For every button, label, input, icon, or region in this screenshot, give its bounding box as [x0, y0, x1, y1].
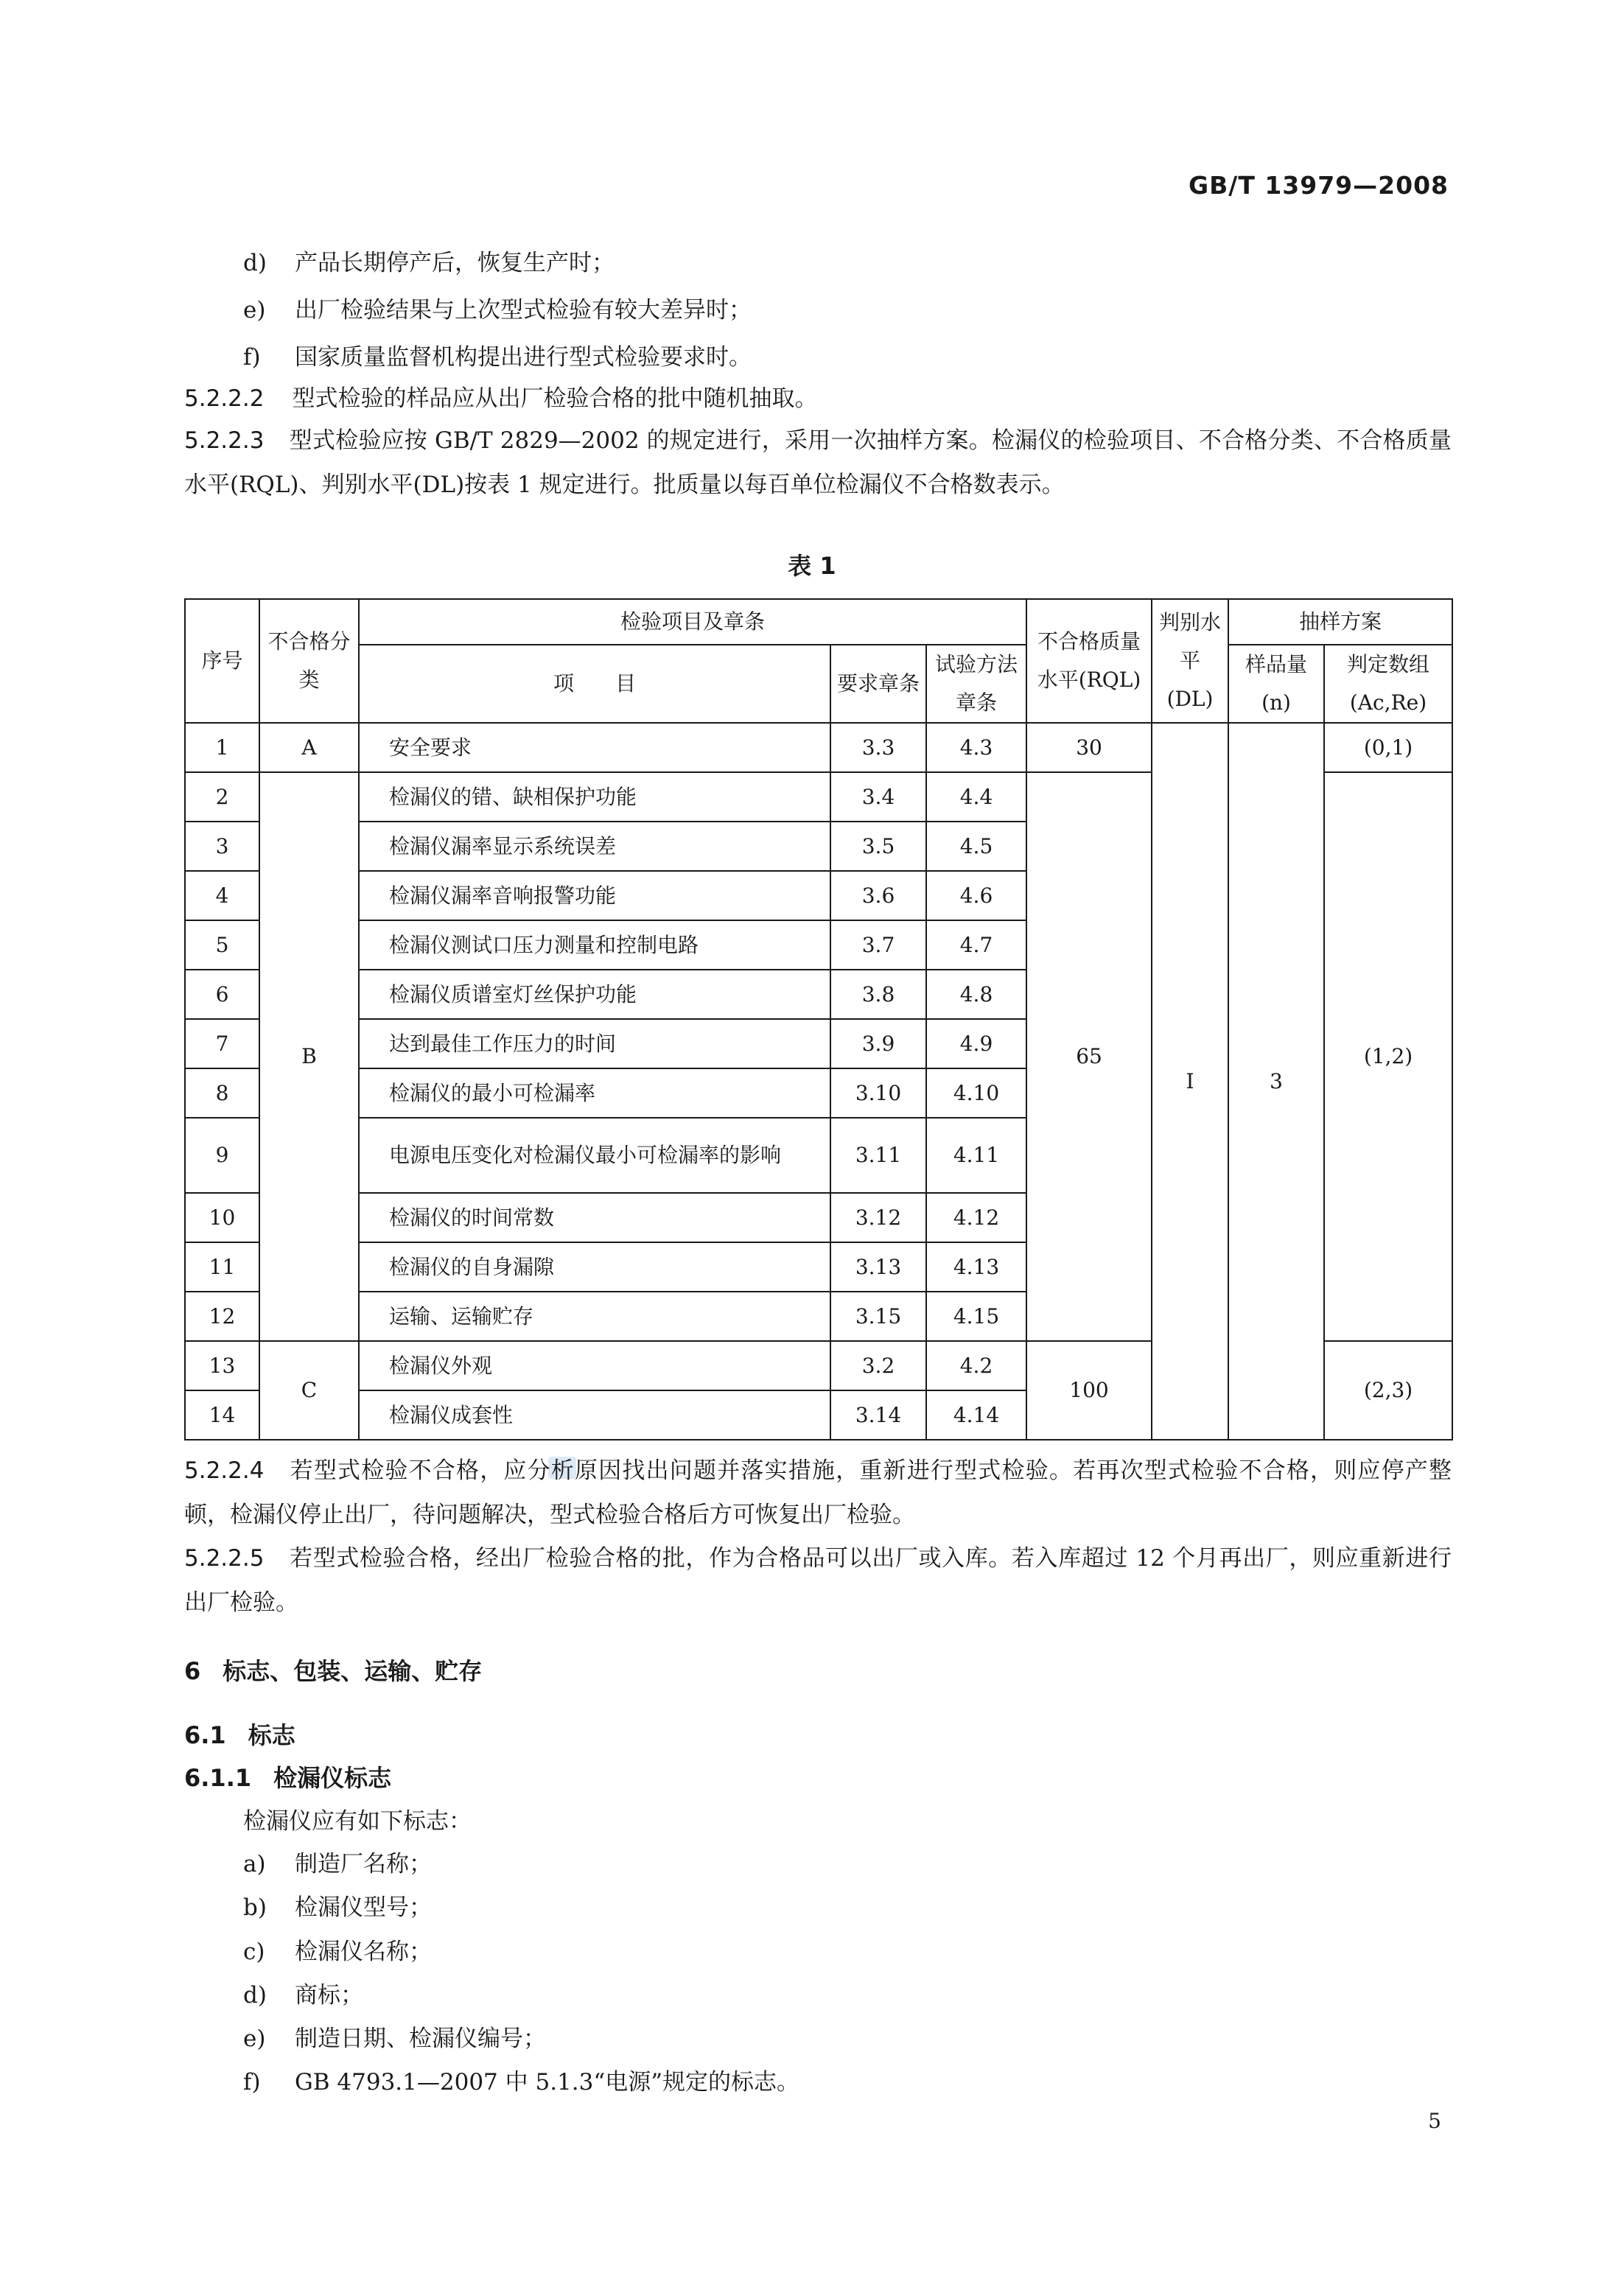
cell-item: 检漏仪漏率显示系统误差 [359, 822, 830, 871]
cell-rql-c: 100 [1026, 1341, 1152, 1440]
header-rql: 不合格质量水平(RQL) [1026, 599, 1152, 723]
list-item [243, 2015, 546, 2062]
clause-5-2-2-3 [184, 419, 1452, 507]
list-item [243, 1928, 432, 1975]
cell-judge-b: (1,2) [1324, 772, 1452, 1341]
section-title: 标志、包装、运输、贮存 [223, 1657, 483, 1685]
clause-text: 若型式检验合格，经出厂检验合格的批，作为合格品可以出厂或入库。若入库超过 12 个月再出厂，则应重新进行出厂检验。 [184, 1545, 1452, 1616]
cell-item: 检漏仪的最小可检漏率 [359, 1068, 830, 1118]
cell-seq: 3 [185, 822, 259, 871]
cell-item: 电源电压变化对检漏仪最小可检漏率的影响 [359, 1118, 830, 1193]
cell-seq: 13 [185, 1341, 259, 1390]
clause-number: 5.2.2.2 [184, 385, 265, 412]
cell-item: 检漏仪外观 [359, 1341, 830, 1390]
cell-seq: 11 [185, 1242, 259, 1292]
clause-text: 型式检验应按 GB/T 2829—2002 的规定进行，采用一次抽样方案。检漏仪的检验项目、不合格分类、不合格质量水平(RQL)、判别水平(DL)按表 1 规定进行。批质量以每百单位检漏仪不合格数表示。 [184, 427, 1452, 498]
clause-5-2-2-4 [184, 1449, 1452, 1537]
section-6-heading [184, 1648, 482, 1695]
cell-category-a: A [259, 723, 359, 772]
list-item-letter: f) [243, 2069, 261, 2096]
page-number: 5 [1428, 2109, 1441, 2133]
cell-req: 3.3 [830, 723, 926, 772]
cell-req: 3.11 [830, 1118, 926, 1193]
section-number: 6.1.1 [184, 1764, 252, 1792]
cell-req: 3.14 [830, 1390, 926, 1440]
cell-seq: 9 [185, 1118, 259, 1193]
section-number: 6.1 [184, 1721, 226, 1749]
list-item [243, 1841, 432, 1888]
cell-seq: 4 [185, 871, 259, 920]
clause-text: 若型式检验不合格，应分析原因找出问题并落实措施，重新进行型式检验。若再次型式检验不合格，则应停产整顿，检漏仪停止出厂，待问题解决，型式检验合格后方可恢复出厂检验。 [184, 1457, 1452, 1528]
cell-test: 4.9 [926, 1019, 1026, 1068]
cell-item: 检漏仪的时间常数 [359, 1193, 830, 1242]
cell-judge-c: (2,3) [1324, 1341, 1452, 1440]
cell-category-b: B [259, 772, 359, 1341]
cell-test: 4.7 [926, 920, 1026, 970]
list-item-text: GB 4793.1—2007 中 5.1.3“电源”规定的标志。 [295, 2069, 800, 2096]
list-item-letter: b) [243, 1894, 267, 1921]
cell-sample-size: 3 [1228, 723, 1324, 1440]
list-item-text: 出厂检验结果与上次型式检验有较大差异时； [295, 297, 752, 323]
cell-item: 检漏仪的自身漏隙 [359, 1242, 830, 1292]
cell-seq: 1 [185, 723, 259, 772]
table-row [185, 723, 1452, 772]
cell-req: 3.15 [830, 1292, 926, 1341]
cell-item: 达到最佳工作压力的时间 [359, 1019, 830, 1068]
cell-rql-a: 30 [1026, 723, 1152, 772]
list-item-text: 国家质量监督机构提出进行型式检验要求时。 [295, 344, 752, 371]
cell-test: 4.15 [926, 1292, 1026, 1341]
cell-seq: 2 [185, 772, 259, 822]
cell-test: 4.14 [926, 1390, 1026, 1440]
cell-req: 3.13 [830, 1242, 926, 1292]
cell-seq: 5 [185, 920, 259, 970]
list-item [243, 334, 752, 381]
list-item-letter: e) [243, 2026, 266, 2052]
header-group: 检验项目及章条 [359, 599, 1026, 645]
section-title: 标志 [248, 1721, 295, 1749]
header-seq: 序号 [185, 599, 259, 723]
cell-req: 3.2 [830, 1341, 926, 1390]
list-item-letter: a) [243, 1851, 266, 1877]
cell-test: 4.2 [926, 1341, 1026, 1390]
cell-req: 3.4 [830, 772, 926, 822]
section-6-1-1-heading [184, 1754, 391, 1802]
cell-test: 4.10 [926, 1068, 1026, 1118]
cell-test: 4.4 [926, 772, 1026, 822]
cell-dl: Ⅰ [1152, 723, 1228, 1440]
cell-test: 4.13 [926, 1242, 1026, 1292]
cell-item: 检漏仪测试口压力测量和控制电路 [359, 920, 830, 970]
cell-test: 4.12 [926, 1193, 1026, 1242]
cell-test: 4.5 [926, 822, 1026, 871]
list-item-text: 制造厂名称； [295, 1851, 432, 1877]
cell-judge-a: (0,1) [1324, 723, 1452, 772]
list-item-text: 检漏仪型号； [295, 1894, 432, 1921]
clause-number: 5.2.2.3 [184, 427, 265, 454]
cell-test: 4.6 [926, 871, 1026, 920]
marks-intro: 检漏仪应有如下标志： [243, 1808, 472, 1835]
header-item: 项 目 [359, 645, 830, 723]
clause-text: 型式检验的样品应从出厂检验合格的批中随机抽取。 [292, 385, 818, 412]
clause-number: 5.2.2.5 [184, 1545, 265, 1572]
cell-item: 检漏仪质谱室灯丝保护功能 [359, 970, 830, 1019]
header-req: 要求章条 [830, 645, 926, 723]
cell-req: 3.9 [830, 1019, 926, 1068]
cell-seq: 6 [185, 970, 259, 1019]
header-sample-size: 样品量(n) [1228, 645, 1324, 723]
list-item-text: 检漏仪名称； [295, 1939, 432, 1965]
list-item-letter: d) [243, 1982, 267, 2009]
clause-number: 5.2.2.4 [184, 1457, 265, 1484]
table-title: 表 1 [788, 552, 836, 580]
cell-test: 4.8 [926, 970, 1026, 1019]
inspection-table [184, 598, 1453, 1440]
cell-item: 检漏仪的错、缺相保护功能 [359, 772, 830, 822]
cell-rql-b: 65 [1026, 772, 1152, 1341]
clause-5-2-2-5 [184, 1536, 1452, 1625]
cell-item: 检漏仪成套性 [359, 1390, 830, 1440]
clause-5-2-2-2 [184, 375, 817, 422]
cell-item: 安全要求 [359, 723, 830, 772]
header-dl: 判别水平(DL) [1152, 599, 1228, 723]
section-number: 6 [184, 1657, 201, 1685]
cell-seq: 14 [185, 1390, 259, 1440]
list-item-letter: f) [243, 344, 261, 371]
document-code: GB/T 13979—2008 [1189, 171, 1449, 200]
list-item-text: 产品长期停产后，恢复生产时； [295, 250, 615, 276]
section-title: 检漏仪标志 [273, 1764, 392, 1792]
list-item [243, 2059, 799, 2106]
list-item [243, 1884, 432, 1931]
header-sampling: 抽样方案 [1228, 599, 1452, 645]
list-item-letter: e) [243, 297, 266, 323]
cell-test: 4.11 [926, 1118, 1026, 1193]
list-item-letter: c) [243, 1939, 265, 1965]
cell-req: 3.12 [830, 1193, 926, 1242]
cell-req: 3.7 [830, 920, 926, 970]
cell-seq: 12 [185, 1292, 259, 1341]
cell-test: 4.3 [926, 723, 1026, 772]
cell-item: 运输、运输贮存 [359, 1292, 830, 1341]
cell-item: 检漏仪漏率音响报警功能 [359, 871, 830, 920]
header-judge: 判定数组(Ac,Re) [1324, 645, 1452, 723]
cell-req: 3.5 [830, 822, 926, 871]
cell-req: 3.10 [830, 1068, 926, 1118]
cell-category-c: C [259, 1341, 359, 1440]
cell-seq: 8 [185, 1068, 259, 1118]
list-item-letter: d) [243, 250, 267, 276]
list-item-text: 制造日期、检漏仪编号； [295, 2026, 546, 2052]
cell-seq: 7 [185, 1019, 259, 1068]
list-item [243, 287, 752, 334]
header-test: 试验方法章条 [926, 645, 1026, 723]
section-6-1-heading [184, 1712, 295, 1759]
header-category: 不合格分类 [259, 599, 359, 723]
cell-seq: 10 [185, 1193, 259, 1242]
cell-req: 3.8 [830, 970, 926, 1019]
list-item [243, 239, 615, 287]
cell-req: 3.6 [830, 871, 926, 920]
list-item [243, 1972, 363, 2019]
list-item-text: 商标； [295, 1982, 363, 2009]
